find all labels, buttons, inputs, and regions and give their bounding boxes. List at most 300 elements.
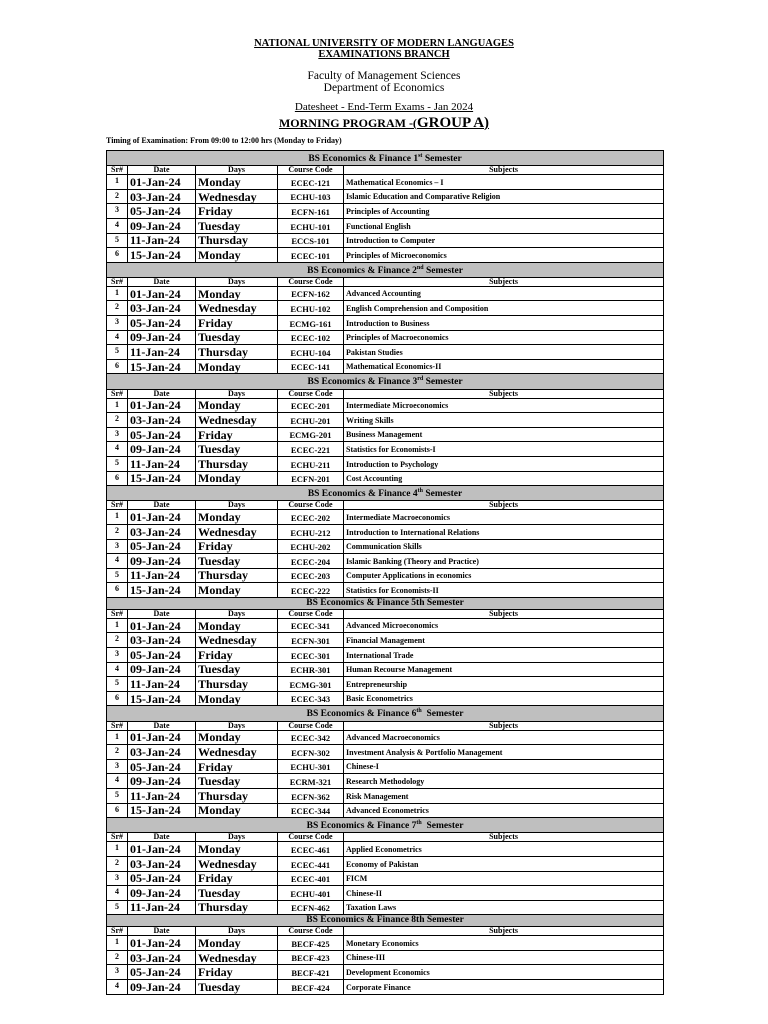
column-header-days: Days xyxy=(196,609,278,618)
sr-cell: 2 xyxy=(107,524,128,539)
course-code-cell: ECHU-202 xyxy=(278,539,344,554)
day-cell: Wednesday xyxy=(196,413,278,428)
department-name: Department of Economics xyxy=(323,82,445,94)
semester-ordinal-suffix: rd xyxy=(417,376,424,383)
table-row xyxy=(107,745,664,760)
course-code-cell: ECHU-301 xyxy=(278,759,344,774)
sr-cell: 5 xyxy=(107,568,128,583)
column-header-row xyxy=(107,277,664,286)
subject-cell: Advanced Macroeconomics xyxy=(344,730,664,745)
table-row xyxy=(107,730,664,745)
day-cell: Monday xyxy=(196,398,278,413)
course-code-cell: ECEC-201 xyxy=(278,398,344,413)
examinations-branch: EXAMINATIONS BRANCH xyxy=(318,49,450,60)
semester-heading xyxy=(107,151,664,166)
column-header-row xyxy=(107,501,664,510)
subject-cell: Chinese-III xyxy=(344,950,664,965)
course-code-cell: ECFN-301 xyxy=(278,633,344,648)
date-cell: 05-Jan-24 xyxy=(128,539,196,554)
sr-cell: 1 xyxy=(107,730,128,745)
table-row xyxy=(107,189,664,204)
course-code-cell: ECEC-343 xyxy=(278,691,344,706)
column-header-date: Date xyxy=(128,389,196,398)
semester-title-text: BS Economics & Finance 3 xyxy=(307,377,418,388)
day-cell: Thursday xyxy=(196,345,278,360)
semester-title-suffix: Semester xyxy=(423,377,463,388)
table-row xyxy=(107,980,664,995)
day-cell: Monday xyxy=(196,936,278,951)
sr-cell: 3 xyxy=(107,965,128,980)
course-code-cell: ECEC-203 xyxy=(278,568,344,583)
table-row xyxy=(107,398,664,413)
date-cell: 09-Jan-24 xyxy=(128,774,196,789)
column-header-days: Days xyxy=(196,927,278,936)
course-code-cell: BECF-423 xyxy=(278,950,344,965)
university-header xyxy=(0,38,768,60)
course-code-cell: ECEC-342 xyxy=(278,730,344,745)
course-code-cell: ECEC-441 xyxy=(278,856,344,871)
semester-ordinal-suffix: nd xyxy=(416,264,424,271)
table-row xyxy=(107,330,664,345)
column-header-date: Date xyxy=(128,721,196,730)
date-cell: 01-Jan-24 xyxy=(128,730,196,745)
date-cell: 05-Jan-24 xyxy=(128,759,196,774)
column-header-subjects: Subjects xyxy=(344,277,664,286)
day-cell: Thursday xyxy=(196,677,278,692)
sr-cell: 6 xyxy=(107,803,128,818)
day-cell: Monday xyxy=(196,510,278,525)
column-header-sr: Sr# xyxy=(107,277,128,286)
column-header-date: Date xyxy=(128,277,196,286)
day-cell: Tuesday xyxy=(196,218,278,233)
date-cell: 03-Jan-24 xyxy=(128,413,196,428)
date-cell: 11-Jan-24 xyxy=(128,345,196,360)
semester-title xyxy=(107,262,664,277)
date-cell: 05-Jan-24 xyxy=(128,648,196,663)
course-code-cell: ECHR-301 xyxy=(278,662,344,677)
course-code-cell: ECHU-104 xyxy=(278,345,344,360)
course-code-cell: ECEC-221 xyxy=(278,442,344,457)
column-header-date: Date xyxy=(128,609,196,618)
subject-cell: Research Methodology xyxy=(344,774,664,789)
table-row xyxy=(107,510,664,525)
course-code-cell: ECFN-462 xyxy=(278,900,344,915)
course-code-cell: ECEC-461 xyxy=(278,842,344,857)
semester-title-suffix: Semester xyxy=(422,489,463,500)
table-row xyxy=(107,842,664,857)
semester-heading xyxy=(107,706,664,721)
day-cell: Wednesday xyxy=(196,856,278,871)
sr-cell: 2 xyxy=(107,301,128,316)
table-row xyxy=(107,691,664,706)
column-header-course-code: Course Code xyxy=(278,166,344,175)
sr-cell: 3 xyxy=(107,539,128,554)
day-cell: Monday xyxy=(196,842,278,857)
date-cell: 09-Jan-24 xyxy=(128,886,196,901)
column-header-course-code: Course Code xyxy=(278,389,344,398)
subject-cell: FICM xyxy=(344,871,664,886)
date-cell: 11-Jan-24 xyxy=(128,233,196,248)
date-cell: 01-Jan-24 xyxy=(128,842,196,857)
column-header-sr: Sr# xyxy=(107,501,128,510)
column-header-days: Days xyxy=(196,277,278,286)
date-cell: 15-Jan-24 xyxy=(128,471,196,486)
semester-heading xyxy=(107,374,664,389)
day-cell: Monday xyxy=(196,286,278,301)
subject-cell: Introduction to Business xyxy=(344,316,664,331)
table-row xyxy=(107,554,664,569)
table-row xyxy=(107,936,664,951)
sr-cell: 1 xyxy=(107,618,128,633)
semester-heading xyxy=(107,597,664,609)
subject-cell: Chinese-II xyxy=(344,886,664,901)
table-row xyxy=(107,413,664,428)
column-header-row xyxy=(107,609,664,618)
course-code-cell: ECFN-161 xyxy=(278,204,344,219)
program-title xyxy=(0,115,768,132)
semester-title xyxy=(107,151,664,166)
date-cell: 05-Jan-24 xyxy=(128,871,196,886)
subject-cell: Statistics for Economists-II xyxy=(344,583,664,598)
semester-title-text: BS Economics & Finance 1 xyxy=(308,154,419,165)
table-row xyxy=(107,248,664,263)
date-cell: 05-Jan-24 xyxy=(128,204,196,219)
date-cell: 03-Jan-24 xyxy=(128,189,196,204)
column-header-row xyxy=(107,833,664,842)
semester-title-suffix: Semester xyxy=(421,709,464,720)
date-cell: 01-Jan-24 xyxy=(128,398,196,413)
date-cell: 09-Jan-24 xyxy=(128,554,196,569)
sr-cell: 6 xyxy=(107,359,128,374)
subject-cell: Mathematical Economics – I xyxy=(344,175,664,190)
day-cell: Wednesday xyxy=(196,301,278,316)
sr-cell: 3 xyxy=(107,427,128,442)
date-cell: 03-Jan-24 xyxy=(128,745,196,760)
course-code-cell: ECEC-301 xyxy=(278,648,344,663)
subject-cell: Business Management xyxy=(344,427,664,442)
table-row xyxy=(107,345,664,360)
semester-title xyxy=(107,818,664,833)
column-header-sr: Sr# xyxy=(107,721,128,730)
course-code-cell: ECFN-201 xyxy=(278,471,344,486)
date-cell: 05-Jan-24 xyxy=(128,965,196,980)
subject-cell: Computer Applications in economics xyxy=(344,568,664,583)
table-row xyxy=(107,301,664,316)
table-row xyxy=(107,871,664,886)
date-cell: 01-Jan-24 xyxy=(128,510,196,525)
column-header-days: Days xyxy=(196,166,278,175)
table-row xyxy=(107,803,664,818)
subject-cell: Functional English xyxy=(344,218,664,233)
semester-heading xyxy=(107,486,664,501)
semester-title-suffix: Semester xyxy=(423,265,463,276)
table-row xyxy=(107,648,664,663)
day-cell: Monday xyxy=(196,359,278,374)
date-cell: 01-Jan-24 xyxy=(128,286,196,301)
table-row xyxy=(107,233,664,248)
date-cell: 09-Jan-24 xyxy=(128,442,196,457)
subject-cell: Principles of Accounting xyxy=(344,204,664,219)
semester-title-suffix: Semester xyxy=(422,154,462,165)
semester-title-suffix: Semester xyxy=(421,821,464,832)
subject-cell: Islamic Education and Comparative Religion xyxy=(344,189,664,204)
sr-cell: 3 xyxy=(107,759,128,774)
subject-cell: Development Economics xyxy=(344,965,664,980)
course-code-cell: ECHU-211 xyxy=(278,456,344,471)
date-cell: 03-Jan-24 xyxy=(128,524,196,539)
sr-cell: 2 xyxy=(107,189,128,204)
day-cell: Thursday xyxy=(196,456,278,471)
day-cell: Tuesday xyxy=(196,980,278,995)
course-code-cell: ECHU-212 xyxy=(278,524,344,539)
day-cell: Friday xyxy=(196,759,278,774)
course-code-cell: ECHU-101 xyxy=(278,218,344,233)
column-header-row xyxy=(107,166,664,175)
sr-cell: 3 xyxy=(107,648,128,663)
column-header-subjects: Subjects xyxy=(344,833,664,842)
course-code-cell: ECMG-201 xyxy=(278,427,344,442)
course-code-cell: ECEC-341 xyxy=(278,618,344,633)
subject-cell: Intermediate Microeconomics xyxy=(344,398,664,413)
column-header-date: Date xyxy=(128,501,196,510)
semester-heading xyxy=(107,915,664,927)
semester-title xyxy=(107,597,664,609)
program-suffix: ) xyxy=(484,115,490,131)
day-cell: Monday xyxy=(196,248,278,263)
column-header-subjects: Subjects xyxy=(344,166,664,175)
day-cell: Monday xyxy=(196,691,278,706)
column-header-days: Days xyxy=(196,389,278,398)
semester-ordinal-suffix: th xyxy=(416,820,422,827)
subject-cell: Islamic Banking (Theory and Practice) xyxy=(344,554,664,569)
column-header-days: Days xyxy=(196,501,278,510)
table-row xyxy=(107,316,664,331)
column-header-sr: Sr# xyxy=(107,927,128,936)
faculty-name: Faculty of Management Sciences xyxy=(307,70,461,82)
day-cell: Tuesday xyxy=(196,886,278,901)
date-cell: 03-Jan-24 xyxy=(128,301,196,316)
sr-cell: 4 xyxy=(107,330,128,345)
table-row xyxy=(107,204,664,219)
subject-cell: Taxation Laws xyxy=(344,900,664,915)
table-row xyxy=(107,662,664,677)
table-row xyxy=(107,900,664,915)
course-code-cell: ECEC-101 xyxy=(278,248,344,263)
subject-cell: International Trade xyxy=(344,648,664,663)
table-row xyxy=(107,759,664,774)
subject-cell: Communication Skills xyxy=(344,539,664,554)
date-cell: 01-Jan-24 xyxy=(128,618,196,633)
day-cell: Wednesday xyxy=(196,950,278,965)
subject-cell: Monetary Economics xyxy=(344,936,664,951)
sr-cell: 2 xyxy=(107,745,128,760)
course-code-cell: ECMG-161 xyxy=(278,316,344,331)
date-cell: 05-Jan-24 xyxy=(128,316,196,331)
column-header-date: Date xyxy=(128,833,196,842)
column-header-course-code: Course Code xyxy=(278,721,344,730)
course-code-cell: ECHU-201 xyxy=(278,413,344,428)
subject-cell: Mathematical Economics-II xyxy=(344,359,664,374)
table-row xyxy=(107,886,664,901)
subject-cell: Statistics for Economists-I xyxy=(344,442,664,457)
course-code-cell: ECMG-301 xyxy=(278,677,344,692)
day-cell: Monday xyxy=(196,471,278,486)
sr-cell: 2 xyxy=(107,633,128,648)
day-cell: Friday xyxy=(196,539,278,554)
subject-cell: Introduction to Psychology xyxy=(344,456,664,471)
day-cell: Thursday xyxy=(196,900,278,915)
table-row xyxy=(107,583,664,598)
table-row xyxy=(107,965,664,980)
sr-cell: 2 xyxy=(107,413,128,428)
day-cell: Friday xyxy=(196,316,278,331)
column-header-course-code: Course Code xyxy=(278,927,344,936)
datesheet-table xyxy=(106,150,664,995)
table-row xyxy=(107,442,664,457)
sr-cell: 5 xyxy=(107,788,128,803)
subject-cell: Economy of Pakistan xyxy=(344,856,664,871)
table-row xyxy=(107,618,664,633)
table-row xyxy=(107,856,664,871)
table-row xyxy=(107,633,664,648)
sr-cell: 4 xyxy=(107,980,128,995)
table-row xyxy=(107,175,664,190)
day-cell: Monday xyxy=(196,803,278,818)
day-cell: Friday xyxy=(196,427,278,442)
day-cell: Wednesday xyxy=(196,745,278,760)
sr-cell: 1 xyxy=(107,936,128,951)
course-code-cell: ECEC-121 xyxy=(278,175,344,190)
course-code-cell: ECFN-162 xyxy=(278,286,344,301)
course-code-cell: ECHU-103 xyxy=(278,189,344,204)
table-row xyxy=(107,456,664,471)
sr-cell: 4 xyxy=(107,554,128,569)
table-row xyxy=(107,359,664,374)
subject-cell: Principles of Macroeconomics xyxy=(344,330,664,345)
sr-cell: 6 xyxy=(107,691,128,706)
datesheet-body xyxy=(107,151,664,995)
subject-cell: Writing Skills xyxy=(344,413,664,428)
day-cell: Tuesday xyxy=(196,662,278,677)
subject-cell: Intermediate Macroeconomics xyxy=(344,510,664,525)
table-row xyxy=(107,568,664,583)
semester-ordinal-suffix: st xyxy=(418,153,423,159)
subject-cell: Advanced Accounting xyxy=(344,286,664,301)
course-code-cell: BECF-425 xyxy=(278,936,344,951)
column-header-course-code: Course Code xyxy=(278,609,344,618)
day-cell: Monday xyxy=(196,618,278,633)
sr-cell: 5 xyxy=(107,233,128,248)
column-header-subjects: Subjects xyxy=(344,609,664,618)
column-header-date: Date xyxy=(128,166,196,175)
date-cell: 11-Jan-24 xyxy=(128,456,196,471)
column-header-row xyxy=(107,721,664,730)
sr-cell: 6 xyxy=(107,471,128,486)
column-header-days: Days xyxy=(196,833,278,842)
subject-cell: Advanced Microeconomics xyxy=(344,618,664,633)
day-cell: Tuesday xyxy=(196,774,278,789)
sr-cell: 6 xyxy=(107,583,128,598)
sr-cell: 1 xyxy=(107,286,128,301)
semester-title-text: BS Economics & Finance 8th Semester xyxy=(306,915,464,926)
date-cell: 05-Jan-24 xyxy=(128,427,196,442)
date-cell: 15-Jan-24 xyxy=(128,583,196,598)
subject-cell: Chinese-I xyxy=(344,759,664,774)
column-header-course-code: Course Code xyxy=(278,833,344,842)
day-cell: Friday xyxy=(196,204,278,219)
semester-title-text: BS Economics & Finance 5th Semester xyxy=(306,597,464,608)
subject-cell: Advanced Econometrics xyxy=(344,803,664,818)
date-cell: 09-Jan-24 xyxy=(128,218,196,233)
course-code-cell: ECRM-321 xyxy=(278,774,344,789)
column-header-course-code: Course Code xyxy=(278,501,344,510)
semester-heading xyxy=(107,262,664,277)
course-code-cell: ECEC-102 xyxy=(278,330,344,345)
table-row xyxy=(107,774,664,789)
subject-cell: Pakistan Studies xyxy=(344,345,664,360)
column-header-subjects: Subjects xyxy=(344,501,664,510)
faculty-header xyxy=(0,70,768,94)
date-cell: 11-Jan-24 xyxy=(128,677,196,692)
subject-cell: Principles of Microeconomics xyxy=(344,248,664,263)
column-header-sr: Sr# xyxy=(107,389,128,398)
course-code-cell: ECEC-344 xyxy=(278,803,344,818)
date-cell: 15-Jan-24 xyxy=(128,803,196,818)
sr-cell: 4 xyxy=(107,218,128,233)
semester-title xyxy=(107,374,664,389)
day-cell: Tuesday xyxy=(196,330,278,345)
date-cell: 01-Jan-24 xyxy=(128,936,196,951)
day-cell: Monday xyxy=(196,730,278,745)
semester-title-text: BS Economics & Finance 2 xyxy=(307,265,417,276)
course-code-cell: BECF-421 xyxy=(278,965,344,980)
subject-cell: Applied Econometrics xyxy=(344,842,664,857)
day-cell: Monday xyxy=(196,583,278,598)
day-cell: Friday xyxy=(196,965,278,980)
date-cell: 15-Jan-24 xyxy=(128,248,196,263)
table-row xyxy=(107,427,664,442)
column-header-subjects: Subjects xyxy=(344,927,664,936)
university-name: NATIONAL UNIVERSITY OF MODERN LANGUAGES xyxy=(254,38,514,49)
day-cell: Thursday xyxy=(196,233,278,248)
day-cell: Thursday xyxy=(196,568,278,583)
course-code-cell: ECEC-202 xyxy=(278,510,344,525)
column-header-sr: Sr# xyxy=(107,609,128,618)
day-cell: Wednesday xyxy=(196,524,278,539)
column-header-row xyxy=(107,389,664,398)
date-cell: 09-Jan-24 xyxy=(128,980,196,995)
semester-title-text: BS Economics & Finance 7 xyxy=(306,821,417,832)
sr-cell: 5 xyxy=(107,900,128,915)
semester-title-text: BS Economics & Finance 6 xyxy=(306,709,417,720)
sr-cell: 5 xyxy=(107,456,128,471)
sr-cell: 2 xyxy=(107,950,128,965)
subject-cell: Introduction to Computer xyxy=(344,233,664,248)
date-cell: 11-Jan-24 xyxy=(128,900,196,915)
column-header-course-code: Course Code xyxy=(278,277,344,286)
table-row xyxy=(107,524,664,539)
subject-cell: Human Recourse Management xyxy=(344,662,664,677)
sr-cell: 5 xyxy=(107,345,128,360)
date-cell: 09-Jan-24 xyxy=(128,330,196,345)
table-row xyxy=(107,788,664,803)
column-header-subjects: Subjects xyxy=(344,389,664,398)
date-cell: 09-Jan-24 xyxy=(128,662,196,677)
semester-title xyxy=(107,486,664,501)
sr-cell: 3 xyxy=(107,316,128,331)
program-prefix: MORNING PROGRAM -( xyxy=(278,116,417,130)
program-group: GROUP A xyxy=(416,115,485,131)
